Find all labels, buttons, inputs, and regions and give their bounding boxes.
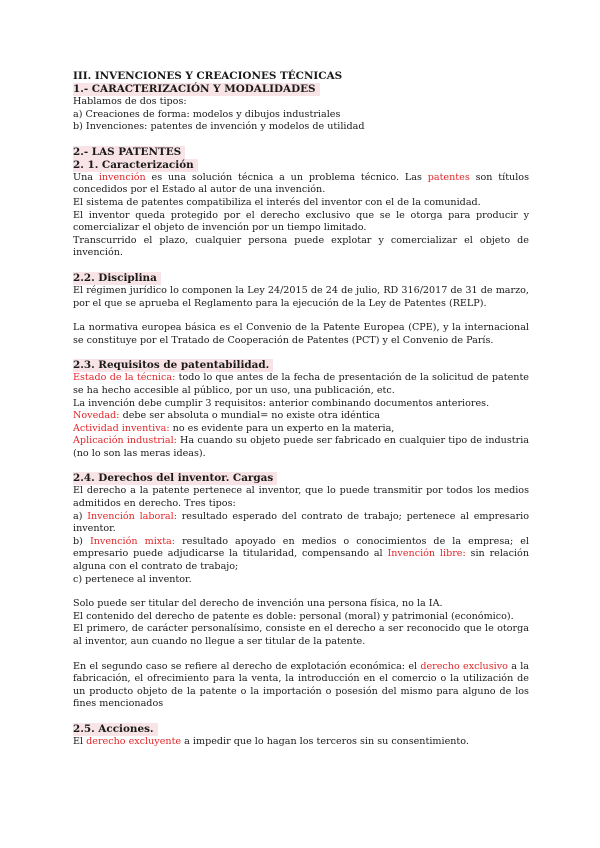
list-item: a) Invención laboral: resultado esperado del contrato de trabajo; pertenece al empresario inventor. [73,510,529,535]
subsection-heading-2-2: 2.2. Disciplina [73,272,161,285]
section-heading-2: 2.- LAS PATENTES [73,146,185,159]
paragraph: Hablamos de dos tipos: [73,96,187,107]
paragraph: El primero, de carácter personalísimo, consiste en el derecho a ser reconocido que le otorga al inventor, aun cuando no llegue a ser titular de la patente. [73,623,529,647]
highlighted-term: Novedad: [73,410,120,422]
highlighted-term: Estado de la técnica: [73,372,176,384]
highlighted-term: Actividad inventiva: [73,422,170,434]
list-item: a) Creaciones de forma: modelos y dibujos industriales [73,108,341,120]
highlighted-term: Aplicación industrial: [73,435,177,447]
section-heading-1: 1.- CARACTERIZACIÓN Y MODALIDADES [73,83,320,96]
paragraph: La invención debe cumplir 3 requisitos: anterior combinando documentos anteriores. [73,397,490,409]
subsection-heading-2-1: 2. 1. Caracterización [73,159,198,172]
highlighted-term: invención [98,171,146,183]
paragraph: Una invención es una solución técnica a un problema técnico. Las patentes son títulos concedidos por el Estado al autor de una invención. [73,171,529,196]
paragraph: El régimen jurídico lo componen la Ley 24/2015 de 24 de julio, RD 316/2017 de 31 de marzo, por el que se aprueba el Reglamento para la ejecución de la Ley de Patentes (RELP). [73,284,529,309]
paragraph: Actividad inventiva: no es evidente para un experto en la materia, [73,422,395,434]
subsection-heading-2-4: 2.4. Derechos del inventor. Cargas [73,472,277,485]
document-page [73,70,529,749]
highlighted-term: Invención laboral: [87,510,177,522]
highlighted-term: derecho exclusivo [420,660,508,672]
paragraph: El sistema de patentes compatibiliza el interés del inventor con el de la comunidad. [73,196,481,208]
highlighted-term: derecho excluyente [86,735,182,747]
subsection-heading-2-5: 2.5. Acciones. [73,723,158,736]
document-title: III. INVENCIONES Y CREACIONES TÉCNICAS [73,70,343,82]
paragraph: El inventor queda protegido por el derecho exclusivo que se le otorga para producir y comercializar el objeto de invención por un tiempo limitado. [73,209,529,234]
highlighted-term: Invención libre: [387,548,466,560]
paragraph: Novedad: debe ser absoluta o mundial= no existe otra idéntica [73,410,381,422]
paragraph: Solo puede ser titular del derecho de invención una persona física, no la IA. [73,598,443,610]
paragraph: Aplicación industrial: Ha cuando su objeto puede ser fabricado en cualquier tipo de industria (no lo son las meras ideas). [73,435,529,459]
paragraph: El derecho excluyente a impedir que lo hagan los terceros sin su consentimiento. [73,735,469,747]
highlighted-term: Invención mixta: [89,535,176,547]
list-item: b) Invención mixta: resultado apoyado en medios o conocimientos de la empresa; el empresario puede adjudicarse la titularidad, compensando al Invención libre: sin relación alguna con el contrato de trabajo; [73,535,530,573]
paragraph: Transcurrido el plazo, cualquier persona puede explotar y comercializar el objeto de invención. [73,234,529,259]
list-item: b) Invenciones: patentes de invención y modelos de utilidad [73,121,365,133]
paragraph: La normativa europea básica es el Convenio de la Patente Europea (CPE), y la internacional se constituye por el Tratado de Cooperación de Patentes (PCT) y el Convenio de París. [73,322,529,346]
paragraph: El contenido del derecho de patente es doble: personal (moral) y patrimonial (económico). [73,610,514,622]
subsection-heading-2-3: 2.3. Requisitos de patentabilidad. [73,359,273,372]
highlighted-term: patentes [427,171,470,183]
paragraph: En el segundo caso se refiere al derecho de explotación económica: el derecho exclusivo a la fabricación, el ofrecimiento para la venta, la introducción en el comercio o la utilización de un producto objeto de la patente o la importación o posesión del mismo para alguno de los fines mencionados [73,660,529,710]
paragraph: El derecho a la patente pertenece al inventor, que lo puede transmitir por todos los medios admitidos en derecho. Tres tipos: [73,485,529,510]
paragraph: Estado de la técnica: todo lo que antes de la fecha de presentación de la solicitud de patente se ha hecho accesible al público, por un uso, una publicación, etc. [73,372,529,396]
list-item: c) pertenece al inventor. [73,573,192,585]
